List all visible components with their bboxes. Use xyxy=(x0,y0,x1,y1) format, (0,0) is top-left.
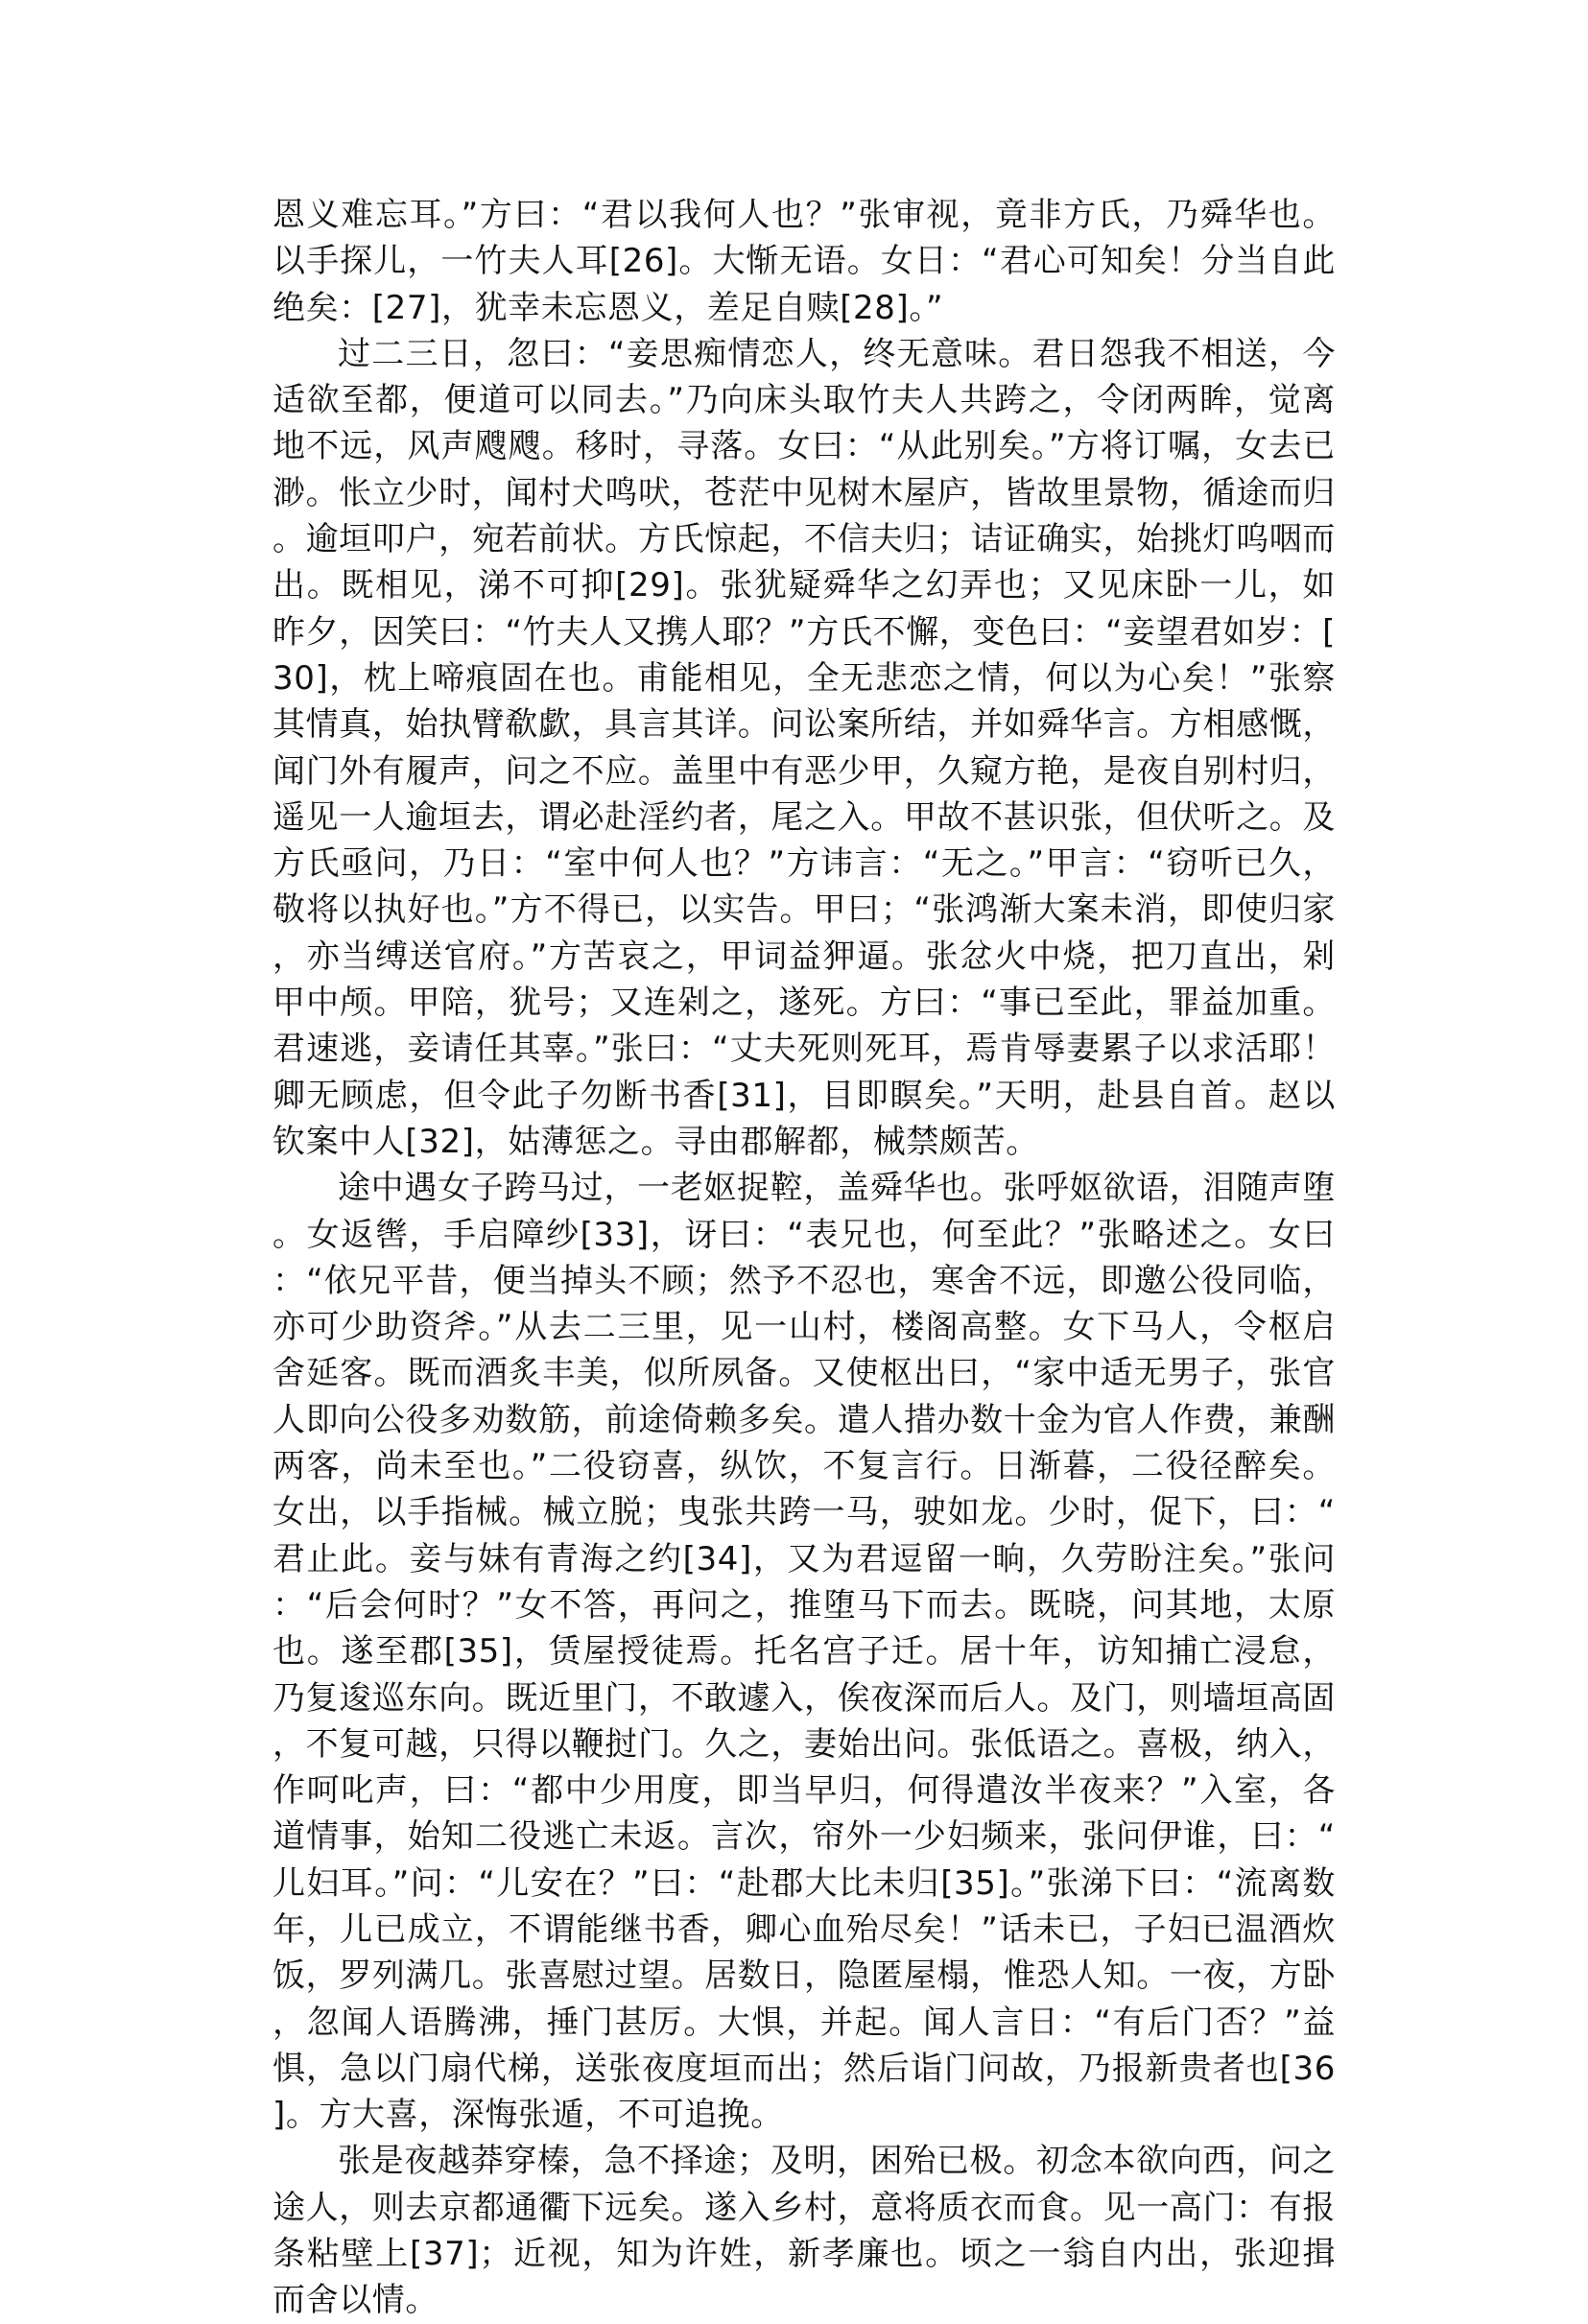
paragraph-2: 过二三日，忽曰：“妾思痴情恋人，终无意味。君日怨我不相送，今适欲至都，便道可以同去。”乃向床头取竹夫人共跨之，令闭两眸，觉离地不远，风声飕飕。移时，寻落。女曰：“从此别矣。”方将订嘱，女去已渺。怅立少时，闻村犬鸣吠，苍茫中见树木屋庐，皆故里景物，循途而归。逾垣叩户，宛若前状。方氏惊起，不信夫归；诘证确实，始挑灯呜咽而出。既相见，涕不可抑[29]。张犹疑舜华之幻弄也；又见床卧一儿，如昨夕，因笑曰：“竹夫人又携人耶？”方氏不懈，变色曰：“妾望君如岁：[30]，枕上啼痕固在也。甫能相见，全无悲恋之情，何以为心矣！”张察其情真，始执臂欷歔，具言其详。问讼案所结，并如舜华言。方相感慨，闻门外有履声，问之不应。盖里中有恶少甲，久窥方艳，是夜自别村归，遥见一人逾垣去，谓必赴淫约者，尾之入。甲故不甚识张，但伏听之。及方氏亟问，乃日：“室中何人也？”方讳言：“无之。”甲言：“窃听已久，敬将以执好也。”方不得已，以实告。甲曰；“张鸿渐大案未消，即使归家，亦当缚送官府。”方苦哀之，甲词益狎逼。张忿火中烧，把刀直出，剁甲中颅。甲陪，犹号；又连剁之，遂死。方曰：“事已至此，罪益加重。君速逃，妾请任其辜。”张曰：“丈夫死则死耳，焉肯辱妻累子以求活耶！卿无顾虑，但令此子勿断书香[31]，目即瞑矣。”天明，赴县自首。赵以钦案中人[32]，姑薄惩之。寻由郡解都，械禁颇苦。 xyxy=(273,334,1336,1161)
paragraph-1: 恩义难忘耳。”方曰：“君以我何人也？”张审视，竟非方氏，乃舜华也。以手探儿，一竹夫人耳[26]。大惭无语。女日：“君心可知矣！分当自此绝矣：[27]，犹幸未忘恩义，差足自赎[28]。” xyxy=(273,196,1336,327)
body-text xyxy=(273,192,1336,2324)
paragraph-3: 途中遇女子跨马过，一老妪捉鞚，盖舜华也。张呼妪欲语，泪随声堕。女返辔，手启障纱[33]，讶曰：“表兄也，何至此？”张略述之。女曰：“依兄平昔，便当掉头不顾；然予不忍也，寒舍不远，即邀公役同临，亦可少助资斧。”从去二三里，见一山村，楼阁高整。女下马人，令枢启舍延客。既而酒炙丰美，似所夙备。又使枢出曰，“家中适无男子，张官人即向公役多劝数筋，前途倚赖多矣。遣人措办数十金为官人作费，兼酬两客，尚未至也。”二役窃喜，纵饮，不复言行。日渐暮，二役径醉矣。女出，以手指械。械立脱；曳张共跨一马，驶如龙。少时，促下，曰：“君止此。妾与妹有青海之约[34]，又为君逗留一晌，久劳盼注矣。”张问：“后会何时？”女不答，再问之，推堕马下而去。既晓，问其地，太原也。遂至郡[35]，赁屋授徒焉。托名宫子迁。居十年，访知捕亡浸怠，乃复逡巡东向。既近里门，不敢遽入，俟夜深而后人。及门，则墙垣高固，不复可越，只得以鞭挝门。久之，妻始出问。张低语之。喜极，纳入，作呵叱声，曰：“都中少用度，即当早归，何得遣汝半夜来？”入室，各道情事，始知二役逃亡未返。言次，帘外一少妇频来，张问伊谁，曰：“儿妇耳。”问：“儿安在？”曰：“赴郡大比未归[35]。”张涕下曰：“流离数年，儿已成立，不谓能继书香，卿心血殆尽矣！”话未已，子妇已温酒炊饭，罗列满几。张喜慰过望。居数日，隐匿屋榻，惟恐人知。一夜，方卧，忽闻人语腾沸，捶门甚厉。大惧，并起。闻人言日：“有后门否？”益惧，急以门扇代梯，送张夜度垣而出；然后诣门问故，乃报新贵者也[36]。方大喜，深悔张遁，不可追挽。 xyxy=(273,1169,1336,2135)
paragraph-4: 张是夜越莽穿榛，急不择途；及明，困殆已极。初念本欲向西，问之途人，则去京都通衢下远矣。遂入乡村，意将质衣而食。见一高门：有报条粘壁上[37]；近视，知为许姓，新孝廉也。顷之一翁自内出，张迎揖而舍以情。 xyxy=(273,2142,1336,2320)
